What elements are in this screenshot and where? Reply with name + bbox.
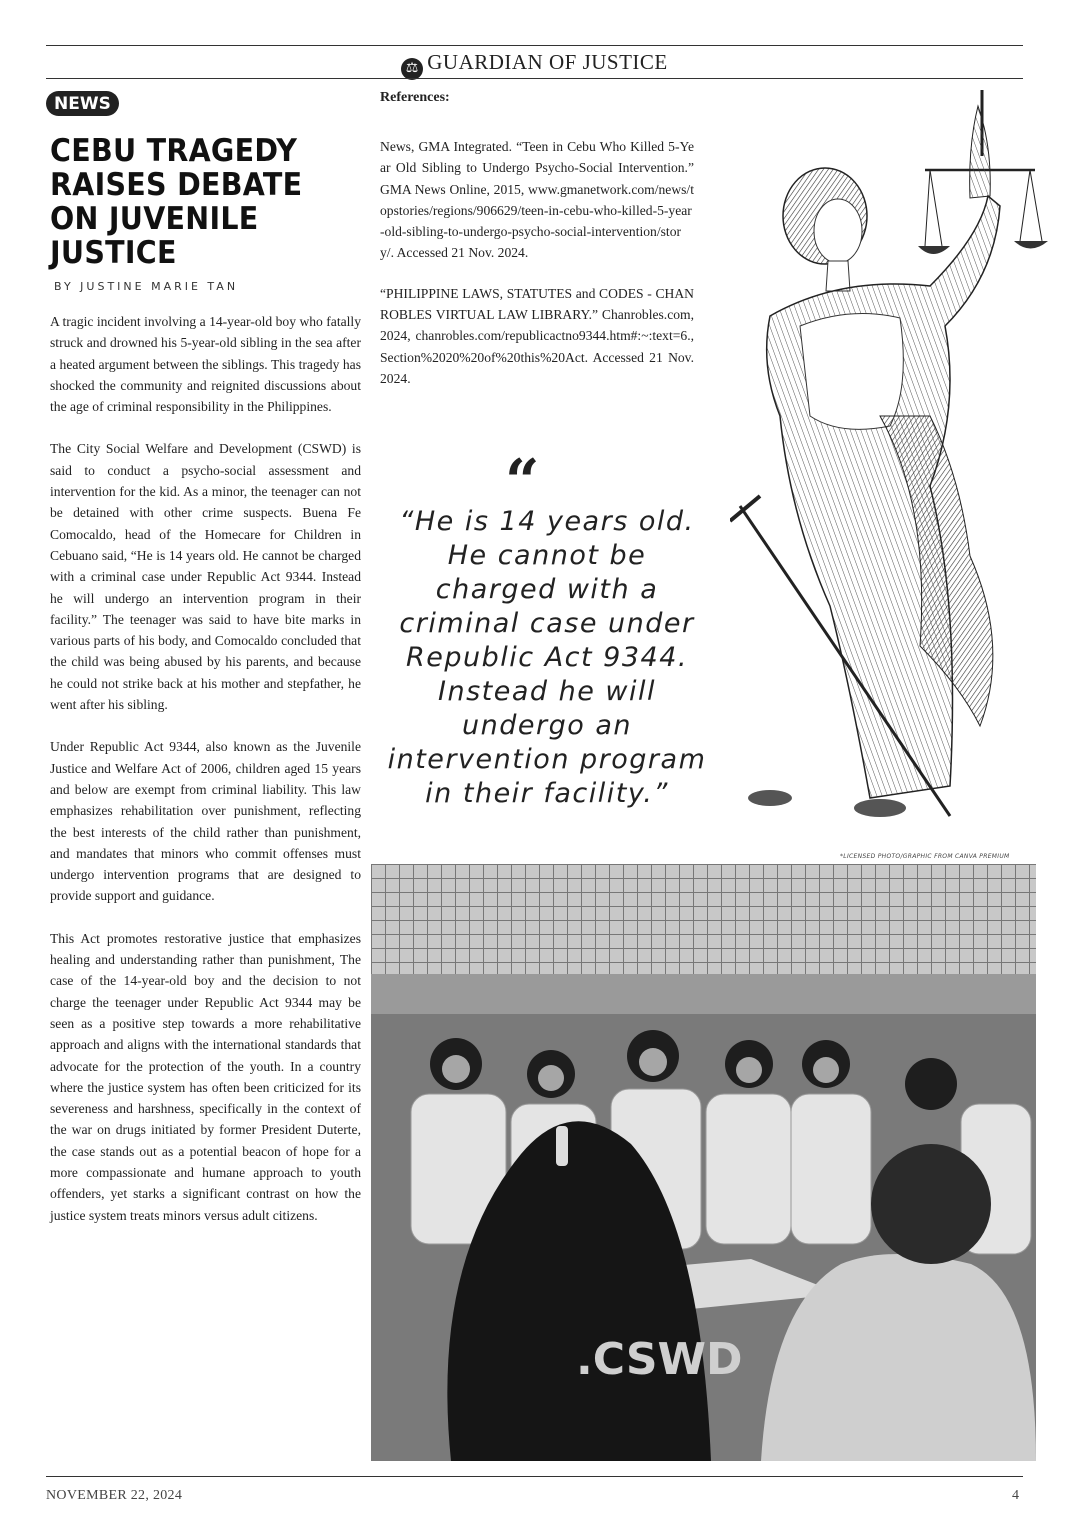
masthead <box>46 50 1023 80</box>
lady-justice-illustration <box>730 86 1060 826</box>
article-paragraph: This Act promotes restorative justice that emphasizes healing and understanding rather than punishment, The case of the 14-year-old boy and the decision to not charge the teenager under Republic Act 9344 may be seen as a positive step towards a more rehabilitative approach and aligns with the international standards that advocate for the protection of the youth. In a country where the justice system has often been criticized for its severeness and harshness, specifically in the context of the war on drugs initiated by former President Duterte, the case stands out as a potential beacon of hope for a more compassionate and humane approach to youth offenders, yet starks a significant contrast on how the justice system treats minors versus adult citizens. <box>50 930 361 1223</box>
article-byline: BY JUSTINE MARIE TAN <box>54 280 239 293</box>
masthead-rule <box>46 78 1023 79</box>
reference-item: “PHILIPPINE LAWS, STATUTES and CODES - CHAN ROBLES VIRTUAL LAW LIBRARY.” Chanrobles.com, 2024, chanrobles.com/republicactno9344.htm#:~:text=6.,Section%2020%20of%20this%20Act. Accessed 21 Nov. 2024. <box>380 285 694 386</box>
masthead-title: GUARDIAN OF JUSTICE <box>427 50 668 74</box>
article-paragraph: A tragic incident involving a 14-year-old boy who fatally struck and drowned his 5-year-old sibling in the sea after a heated argument between the siblings. This tragedy has shocked the community and reignited discussions about the age of criminal responsibility in the Philippines. <box>50 314 361 415</box>
cswd-shirt-text: .CSWD <box>576 1334 743 1385</box>
photo-scene <box>371 864 1036 1461</box>
article-paragraph: Under Republic Act 9344, also known as the Juvenile Justice and Welfare Act of 2006, children aged 15 years and below are exempt from criminal liability. This law emphasizes rehabilitation over punishment, reflecting the best interests of the child rather than punishment, and mandates that minors who commit offenses must undergo intervention programs that are designed to provide support and guidance. <box>50 739 361 904</box>
page-number: 4 <box>1012 1488 1019 1503</box>
image-credit: *LICENSED PHOTO/GRAPHIC FROM CANVA PREMIUM <box>840 853 1010 860</box>
footer-rule <box>46 1476 1023 1477</box>
scales-of-justice-icon: ⚖ <box>401 58 423 80</box>
issue-date: NOVEMBER 22, 2024 <box>46 1488 183 1503</box>
top-rule <box>46 45 1023 46</box>
references-section <box>380 90 694 408</box>
references-heading: References: <box>380 90 450 105</box>
cswd-session-photo <box>371 864 1036 1461</box>
quote-mark-icon: “ <box>505 447 540 517</box>
reference-item: News, GMA Integrated. “Teen in Cebu Who Killed 5-Year Old Sibling to Undergo Psycho-Social Intervention.” GMA News Online, 2015, www.gmanetwork.com/news/topstories/regions/906629/teen-in-cebu-who-killed-5-year-old-sibling-to-undergo-psycho-social-intervention/story/. Accessed 21 Nov. 2024. <box>380 139 694 261</box>
section-badge: NEWS <box>46 91 119 116</box>
article-paragraph: The City Social Welfare and Development (CSWD) is said to conduct a psycho-social assessment and intervention for the kid. As a minor, the teenager can not be detained with other crime suspects. Buena Fe Comocaldo, head of the Homecare for Children in Cebuano said, “He is 14 years old. He cannot be charged with a criminal case under Republic Act 9344. Instead he will undergo an intervention program in their facility.” The teenager was said to have bite marks in various parts of his body, and Comocaldo concluded that the child was being abused by his parents, and because he could not strike back at his mother and stepfather, he went after his sibling. <box>50 441 361 713</box>
article-body <box>50 311 361 1247</box>
pull-quote: “He is 14 years old. He cannot be charged with a criminal case under Republic Act 9344. Instead he will undergo an intervention program in their facility.” <box>387 506 707 809</box>
article-headline: CEBU TRAGEDY RAISES DEBATE ON JUVENILE JUSTICE <box>50 133 303 271</box>
